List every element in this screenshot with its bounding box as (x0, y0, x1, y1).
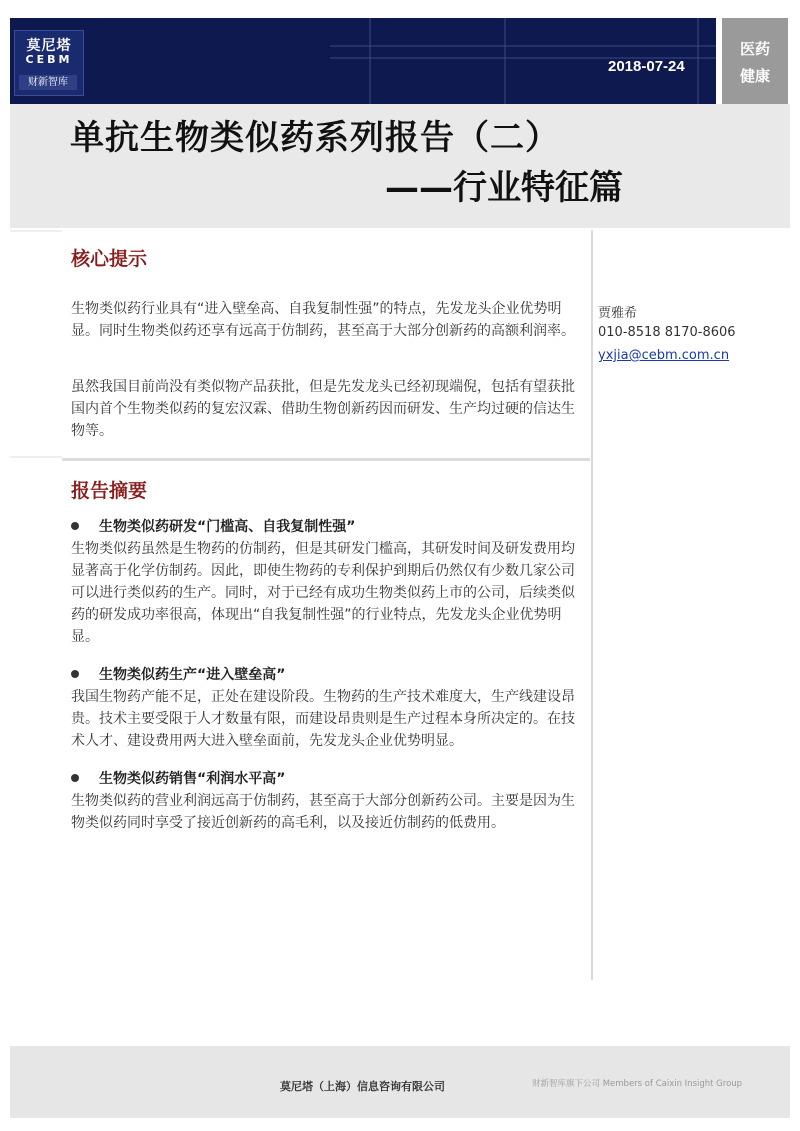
summary-item-1-title-text: 生物类似药研发“门槛高、自我复制性强” (99, 519, 356, 535)
section-divider (62, 458, 590, 461)
column-divider (591, 230, 593, 980)
report-subtitle: ——行业特征篇 (385, 168, 623, 208)
summary-item-3-title (71, 768, 285, 788)
report-title: 单抗生物类似药系列报告（二） (70, 118, 560, 158)
core-heading: 核心提示 (71, 248, 148, 270)
summary-heading: 报告摘要 (71, 480, 148, 502)
author-phone: 010-8518 8170-8606 (598, 325, 736, 340)
summary-item-1-title (71, 516, 355, 536)
bullet-icon (71, 522, 79, 530)
logo-sub-text: 财新智库 (19, 75, 77, 90)
bullet-icon (71, 670, 79, 678)
logo-cn-text: 莫尼塔 (26, 38, 72, 54)
summary-item-2-title-text: 生物类似药生产“进入壁垒高” (99, 667, 286, 683)
left-margin-shade (10, 230, 62, 232)
report-date: 2018-07-24 (608, 58, 685, 75)
sector-tag (722, 18, 788, 104)
summary-item-1-body: 生物类似药虽然是生物药的仿制药，但是其研发门槛高，其研发时间及研发费用均显著高于化学仿制药。因此，即使生物药的专利保护到期后仍然仅有少数几家公司可以进行类似药的生产。同时，对于已经有成功生物类似药上市的公司，后续类似药的研发成功率很高，体现出“自我复制性强”的行业特点，先发龙头企业优势明显。 (71, 541, 575, 645)
footer-company: 莫尼塔（上海）信息咨询有限公司 (280, 1080, 445, 1093)
left-margin-shade-2 (10, 456, 62, 458)
core-paragraph-2: 虽然我国目前尚没有类似物产品获批，但是先发龙头已经初现端倪，包括有望获批国内首个生物类似药的复宏汉霖、借助生物创新药因而研发、生产均过硬的信达生物等。 (71, 379, 575, 439)
summary-item-3-title-text: 生物类似药销售“利润水平高” (99, 771, 286, 787)
bullet-icon (71, 774, 79, 782)
company-logo (14, 30, 84, 96)
summary-item-2-title (71, 664, 285, 684)
sector-line2: 健康 (739, 67, 770, 85)
summary-item-3-body: 生物类似药的营业利润远高于仿制药，甚至高于大部分创新药公司。主要是因为生物类似药同时享受了接近创新药的高毛利，以及接近仿制药的低费用。 (71, 793, 575, 831)
author-email-link[interactable]: yxjia@cebm.com.cn (598, 348, 730, 363)
author-name: 贾雅希 (598, 306, 638, 321)
sector-line1: 医药 (739, 40, 770, 58)
logo-en-text: CEBM (25, 53, 73, 66)
summary-item-2-body: 我国生物药产能不足，正处在建设阶段。生物药的生产技术难度大，生产线建设昂贵。技术主要受限于人才数量有限，而建设昂贵则是生产过程本身所决定的。在技术人才、建设费用两大进入壁垒面前，先发龙头企业优势明显。 (71, 689, 575, 749)
footer-group: 财新智库旗下公司 Members of Caixin Insight Group (532, 1079, 743, 1089)
author-email-wrap (598, 348, 729, 363)
core-paragraph-1: 生物类似药行业具有“进入壁垒高、自我复制性强”的特点，先发龙头企业优势明显。同时生物类似药还享有远高于仿制药，甚至高于大部分创新药的高额利润率。 (71, 301, 575, 339)
